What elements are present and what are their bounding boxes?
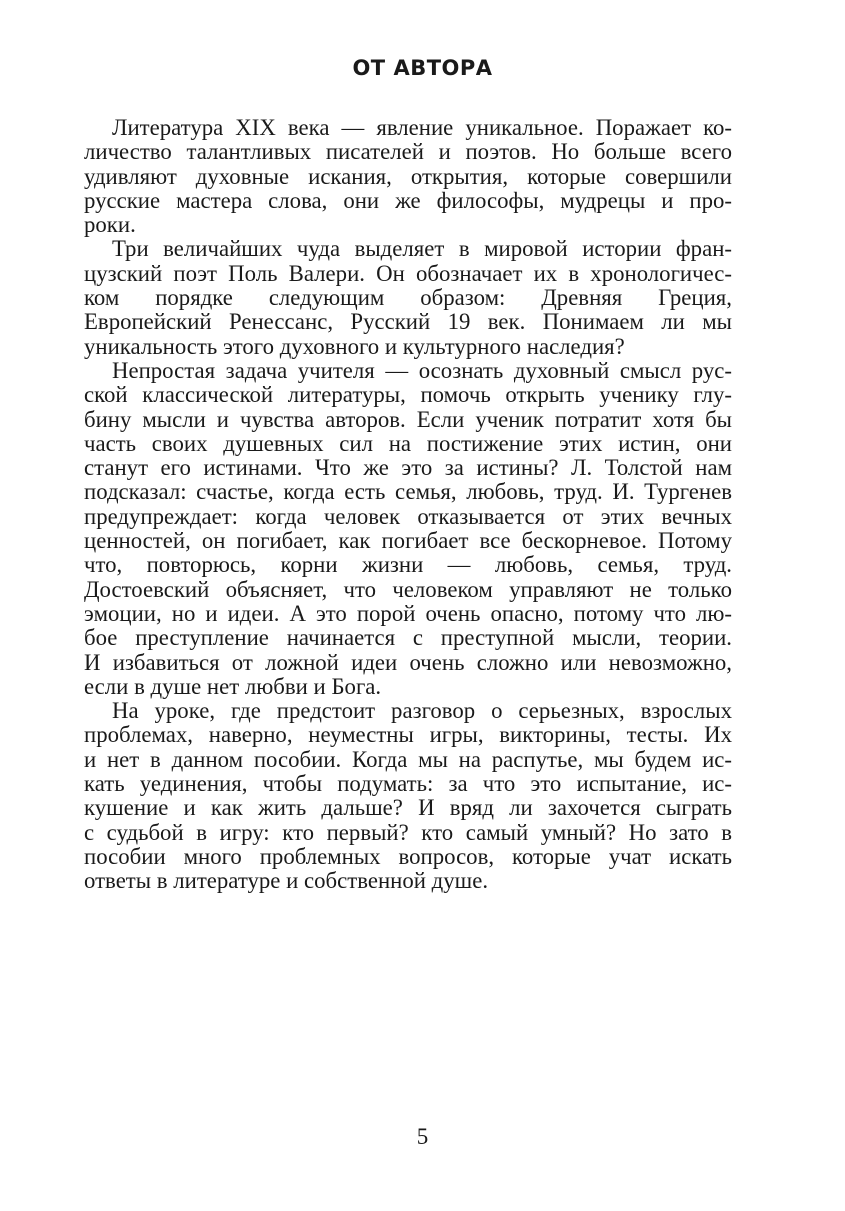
text-line: И избавиться от ложной идеи очень сложно или невозможно, (84, 649, 732, 675)
section-heading: ОТ АВТОРА (352, 56, 493, 80)
text-line: удивляют духовные искания, открытия, которые совершили (84, 163, 732, 189)
text-line: Литература XIX века — явление уникальное. Поражает ко- (112, 115, 732, 140)
text-line: На уроке, где предстоит разговор о серьезных, взрослых (112, 698, 732, 724)
text-line: Достоевский объясняет, что человеком управляют не только (84, 576, 732, 602)
text-line: пособии много проблемных вопросов, которые учат искать (84, 843, 732, 869)
text-line: часть своих душевных сил на постижение этих истин, они (84, 430, 732, 456)
paragraph (84, 359, 732, 699)
text-line: предупреждает: когда человек отказывается от этих вечных (84, 503, 732, 529)
text-line: подсказал: счастье, когда есть семья, любовь, труд. И. Тургенев (84, 479, 732, 505)
text-line: цузский поэт Поль Валери. Он обозначает их в хронологичес- (84, 260, 732, 286)
text-line: бину мысли и чувства авторов. Если ученик потратит хотя бы (84, 406, 732, 432)
text-line: бое преступление начинается с преступной мысли, теории. (84, 625, 732, 651)
text-line: и нет в данном пособии. Когда мы на распутье, мы будем ис- (84, 746, 732, 772)
text-line: Европейский Ренессанс, Русский 19 век. Понимаем ли мы (84, 309, 732, 335)
text-line: ответы в литературе и собственной душе. (84, 868, 489, 894)
text-line: проблемах, наверно, неуместны игры, викторины, тесты. Их (84, 722, 732, 748)
text-line: ской классической литературы, помочь открыть ученику глу- (84, 382, 732, 408)
text-line: ценностей, он погибает, как погибает все бескорневое. Потому (84, 528, 732, 554)
paragraph (84, 699, 732, 893)
text-line: с судьбой в игру: кто первый? кто самый умный? Но зато в (84, 819, 732, 845)
body-text (84, 116, 732, 894)
text-line: личество талантливых писателей и поэтов. Но больше всего (84, 139, 732, 165)
page-number: 5 (416, 1124, 429, 1149)
text-line: Три величайших чуда выделяет в мировой истории фран- (112, 236, 732, 262)
text-line: роки. (84, 212, 136, 238)
text-line: уникальность этого духовного и культурного наследия? (84, 333, 625, 359)
text-line: кушение и как жить дальше? И вряд ли захочется сыграть (84, 795, 732, 821)
text-line: эмоции, но и идеи. А это порой очень опасно, потому что лю- (84, 600, 732, 626)
text-line: Непростая задача учителя — осознать духовный смысл рус- (112, 357, 732, 383)
text-line: что, повторюсь, корни жизни — любовь, семья, труд. (84, 552, 732, 578)
text-line: если в душе нет любви и Бога. (84, 673, 382, 699)
text-line: станут его истинами. Что же это за истины? Л. Толстой нам (84, 455, 732, 481)
paragraph (84, 116, 732, 237)
text-line: русские мастера слова, они же философы, мудрецы и про- (84, 187, 732, 213)
text-line: кать уединения, чтобы подумать: за что это испытание, ис- (84, 771, 732, 797)
text-line: ком порядке следующим образом: Древняя Греция, (84, 285, 732, 311)
paragraph (84, 237, 732, 358)
